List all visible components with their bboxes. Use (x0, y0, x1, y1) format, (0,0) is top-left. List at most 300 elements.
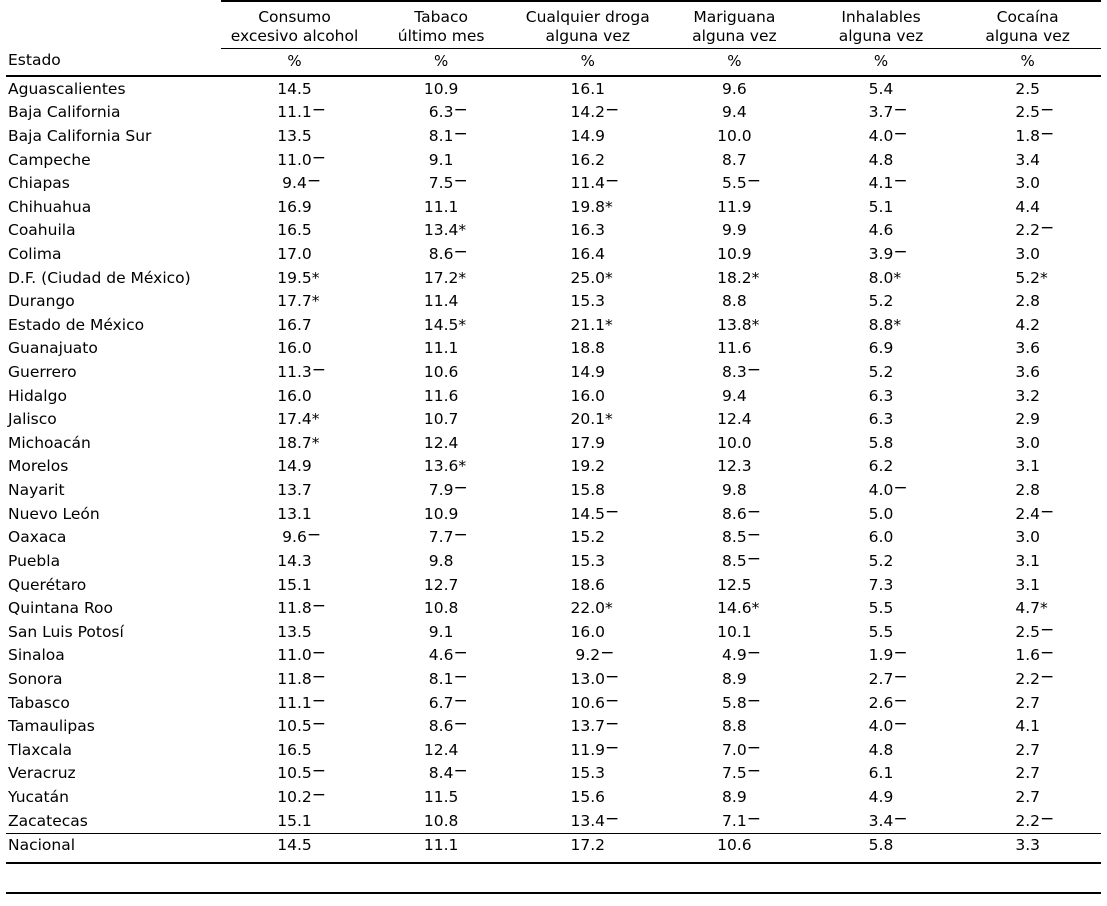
row-value-cell (808, 809, 955, 833)
row-value-cell (954, 124, 1101, 148)
row-value-cell (661, 313, 808, 337)
cell-value: 2.9 (1015, 410, 1040, 429)
header-line-2: alguna vez (692, 26, 777, 45)
table-row (6, 313, 1101, 337)
cell-value: 14.9 (570, 126, 605, 145)
significance-asterisk: * (605, 599, 613, 618)
cell-value: 5.2 (868, 551, 894, 570)
row-value-cell (661, 833, 808, 857)
row-value-cell (808, 361, 955, 385)
row-value-cell (954, 266, 1101, 290)
significance-dash: − (311, 666, 326, 687)
row-value-cell (661, 691, 808, 715)
row-value-cell (954, 219, 1101, 243)
cell-value: 10.9 (423, 79, 459, 98)
cell-value: 2.2 − (1015, 666, 1055, 688)
significance-dash: − (311, 359, 326, 380)
significance-dash: − (746, 643, 761, 664)
cell-value: 7.7 − (428, 525, 468, 547)
row-value-cell (221, 526, 368, 550)
significance-dash: − (311, 761, 326, 782)
cell-value: 8.5 − (722, 548, 761, 570)
row-state-name: Colima (8, 244, 62, 263)
row-state-name: Michoacán (8, 433, 91, 452)
cell-value: 2.5 (1015, 79, 1040, 98)
cell-value: 19.8 * (570, 197, 613, 216)
significance-dash: − (605, 100, 620, 121)
significance-dash: − (453, 241, 468, 262)
unit-cocaina: % (1020, 51, 1035, 70)
table-row (6, 195, 1101, 219)
significance-dash: − (893, 714, 908, 735)
cell-value: 12.7 (423, 575, 459, 594)
significance-dash: − (893, 666, 908, 687)
table-row (6, 384, 1101, 408)
header-line-1: Cocaína (996, 8, 1059, 26)
table-row (6, 833, 1101, 857)
significance-asterisk: * (1039, 599, 1048, 618)
row-value-cell (221, 313, 368, 337)
row-value-cell (661, 502, 808, 526)
cell-value: 13.6 * (423, 457, 467, 476)
significance-dash: − (453, 171, 468, 192)
cell-value: 11.6 (423, 386, 459, 405)
significance-dash: − (453, 525, 468, 546)
cell-value: 3.0 (1015, 174, 1040, 193)
cell-value: 3.0 (1015, 244, 1040, 263)
row-value-cell (661, 266, 808, 290)
cell-value: 8.9 (722, 788, 747, 806)
cell-value: 13.0 − (570, 666, 620, 688)
row-value-cell (221, 290, 368, 314)
row-value-cell (514, 124, 661, 148)
table-row (6, 172, 1101, 196)
row-value-cell (808, 479, 955, 503)
cell-value: 17.9 (570, 433, 605, 452)
table-row (6, 549, 1101, 573)
row-value-cell (514, 738, 661, 762)
row-value-cell (514, 408, 661, 432)
row-value-cell (221, 455, 368, 479)
unit-alcohol: % (287, 51, 302, 70)
cell-value: 3.9 − (868, 241, 908, 263)
table-row (6, 715, 1101, 739)
row-value-cell (221, 77, 368, 101)
cell-value: 11.1 (423, 339, 459, 358)
row-value-cell (954, 290, 1101, 314)
row-state-name: Nayarit (8, 481, 65, 500)
cell-value: 7.9 − (428, 478, 468, 500)
row-value-cell (368, 667, 515, 691)
cell-value: 10.9 (717, 244, 752, 263)
row-state-name: Tabasco (8, 693, 70, 712)
significance-asterisk: * (311, 268, 320, 287)
cell-value: 16.0 (277, 339, 312, 358)
cell-value: 3.7 − (868, 100, 908, 122)
row-value-cell (368, 148, 515, 172)
row-value-cell (368, 101, 515, 125)
row-value-cell (514, 715, 661, 739)
row-value-cell (514, 573, 661, 597)
cell-value: 4.6 (868, 221, 894, 240)
cell-value: 3.1 (1015, 575, 1040, 594)
significance-dash: − (1039, 619, 1055, 640)
row-value-cell (808, 738, 955, 762)
cell-value: 14.5 (277, 836, 312, 855)
row-value-cell (808, 337, 955, 361)
row-value-cell (661, 738, 808, 762)
cell-value: 14.5 (277, 79, 312, 98)
cell-value: 20.1 * (570, 410, 613, 429)
significance-dash: − (1039, 666, 1055, 687)
row-value-cell (661, 715, 808, 739)
row-value-cell (368, 549, 515, 573)
significance-dash: − (306, 525, 322, 546)
row-value-cell (954, 786, 1101, 810)
significance-asterisk: * (605, 410, 613, 429)
significance-asterisk: * (458, 315, 467, 334)
row-state-name: Baja California (8, 103, 121, 122)
cell-value: 4.9 (868, 788, 894, 806)
row-value-cell (514, 644, 661, 668)
cell-value: 3.1 (1015, 457, 1040, 476)
row-value-cell (808, 148, 955, 172)
row-value-cell (954, 101, 1101, 125)
row-value-cell (954, 431, 1101, 455)
cell-value: 6.3 (868, 410, 894, 429)
cell-value: 14.3 (277, 551, 312, 570)
cell-value: 15.3 (570, 764, 605, 783)
row-value-cell (221, 101, 368, 125)
row-value-cell (514, 172, 661, 196)
significance-dash: − (600, 643, 615, 664)
row-value-cell (221, 431, 368, 455)
row-value-cell (954, 502, 1101, 526)
row-state-name: Guerrero (8, 363, 77, 382)
row-value-cell (808, 219, 955, 243)
row-value-cell (368, 809, 515, 833)
row-value-cell (954, 809, 1101, 833)
significance-asterisk: * (751, 268, 760, 287)
row-value-cell (221, 833, 368, 857)
row-value-cell (954, 549, 1101, 573)
row-value-cell (514, 361, 661, 385)
cell-value: 15.1 (277, 575, 312, 594)
cell-value: 2.8 (1015, 292, 1040, 311)
row-value-cell (808, 786, 955, 810)
table-row (6, 290, 1101, 314)
cell-value: 14.2 − (570, 100, 620, 122)
row-state-name: Coahuila (8, 221, 76, 240)
row-value-cell (514, 431, 661, 455)
significance-dash: − (746, 548, 761, 569)
cell-value: 9.6 − (282, 525, 322, 547)
table-row (6, 455, 1101, 479)
significance-dash: − (893, 808, 908, 829)
cell-value: 13.4 − (570, 808, 620, 830)
cell-value: 4.9 − (722, 643, 761, 665)
table-bottom-rule-upper (6, 862, 1101, 864)
cell-value: 3.4 − (868, 808, 908, 830)
cell-value: 13.7 (277, 481, 312, 500)
row-value-cell (661, 408, 808, 432)
row-value-cell (221, 337, 368, 361)
significance-dash: − (311, 596, 326, 617)
row-value-cell (954, 479, 1101, 503)
unit-mariguana: % (727, 51, 742, 70)
significance-dash: − (453, 761, 468, 782)
cell-value: 8.1 − (428, 666, 468, 688)
cell-value: 4.1 − (868, 171, 908, 193)
significance-dash: − (605, 690, 620, 711)
row-value-cell (661, 242, 808, 266)
row-value-cell (514, 195, 661, 219)
row-value-cell (954, 526, 1101, 550)
cell-value: 12.4 (423, 740, 459, 759)
header-line-2: excesivo alcohol (230, 26, 359, 45)
row-state-name: Zacatecas (8, 811, 88, 830)
cell-value: 10.6 (717, 836, 752, 855)
row-value-cell (808, 195, 955, 219)
unit-inhalables: % (873, 51, 889, 70)
cell-value: 10.1 (717, 622, 752, 641)
row-state-name: San Luis Potosí (8, 622, 124, 641)
cell-value: 5.1 (868, 197, 894, 216)
row-value-cell (661, 620, 808, 644)
row-value-cell (954, 313, 1101, 337)
table-row (6, 573, 1101, 597)
cell-value: 11.0 − (277, 147, 326, 169)
significance-asterisk: * (751, 599, 760, 618)
cell-value: 3.6 (1015, 363, 1040, 382)
row-value-cell (368, 479, 515, 503)
row-value-cell (221, 573, 368, 597)
header-line-2: alguna vez (838, 26, 924, 45)
cell-value: 11.1 − (277, 100, 326, 122)
row-state-name: Campeche (8, 150, 91, 169)
row-value-cell (221, 172, 368, 196)
cell-value: 8.3 − (722, 359, 761, 382)
row-value-cell (514, 549, 661, 573)
cell-value: 3.0 (1015, 433, 1040, 452)
row-value-cell (368, 762, 515, 786)
cell-value: 8.9 (722, 669, 747, 688)
unit-tabaco: % (433, 51, 449, 70)
row-value-cell (954, 408, 1101, 432)
row-value-cell (661, 549, 808, 573)
significance-dash: − (311, 100, 326, 121)
significance-dash: − (746, 501, 761, 522)
cell-value: 10.8 (423, 599, 459, 618)
row-value-cell (808, 762, 955, 786)
header-line-1: Mariguana (693, 8, 776, 26)
row-value-cell (808, 313, 955, 337)
cell-value: 8.8 * (868, 315, 902, 334)
row-value-cell (808, 290, 955, 314)
cell-value: 12.4 (717, 410, 752, 429)
table-row (6, 266, 1101, 290)
row-value-cell (368, 77, 515, 101)
row-state-name: Durango (8, 292, 75, 311)
cell-value: 11.6 (717, 339, 752, 358)
table-row (6, 361, 1101, 385)
cell-value: 11.8 − (277, 596, 326, 618)
table-row (6, 431, 1101, 455)
row-value-cell (954, 172, 1101, 196)
cell-value: 6.9 (868, 339, 894, 358)
row-value-cell (808, 715, 955, 739)
significance-dash: − (1039, 643, 1055, 664)
significance-asterisk: * (458, 457, 467, 476)
row-value-cell (221, 667, 368, 691)
row-value-cell (514, 597, 661, 621)
cell-value: 9.4 (722, 386, 747, 405)
row-value-cell (368, 502, 515, 526)
row-value-cell (514, 77, 661, 101)
row-value-cell (954, 77, 1101, 101)
significance-asterisk: * (311, 410, 320, 429)
row-value-cell (661, 77, 808, 101)
cell-value: 7.0 − (722, 737, 761, 759)
row-value-cell (221, 479, 368, 503)
table-row (6, 101, 1101, 125)
row-value-cell (661, 667, 808, 691)
row-value-cell (368, 384, 515, 408)
row-value-cell (661, 384, 808, 408)
cell-value: 9.8 (722, 481, 747, 500)
cell-value: 6.1 (868, 764, 894, 783)
prevalence-table (6, 0, 1101, 857)
row-value-cell (221, 715, 368, 739)
row-value-cell (368, 597, 515, 621)
row-state-name: Sonora (8, 669, 63, 688)
cell-value: 21.1 * (570, 315, 613, 334)
row-value-cell (514, 219, 661, 243)
cell-value: 17.4 * (277, 410, 320, 429)
cell-value: 19.5 * (277, 268, 320, 287)
row-value-cell (221, 361, 368, 385)
cell-value: 2.5 − (1015, 619, 1055, 641)
row-value-cell (221, 644, 368, 668)
cell-value: 10.6 (423, 363, 459, 382)
cell-value: 15.6 (570, 788, 605, 806)
cell-value: 11.1 (423, 197, 459, 216)
row-state-name: Yucatán (8, 788, 69, 806)
cell-value: 10.0 (717, 433, 752, 452)
row-value-cell (661, 148, 808, 172)
row-value-cell (221, 762, 368, 786)
row-value-cell (954, 715, 1101, 739)
significance-dash: − (893, 690, 908, 711)
significance-dash: − (311, 714, 326, 735)
column-header-cualquier-droga (514, 1, 661, 48)
significance-dash: − (605, 501, 620, 522)
row-value-cell (661, 431, 808, 455)
row-state-name: Chihuahua (8, 197, 92, 216)
row-value-cell (368, 313, 515, 337)
cell-value: 4.8 (868, 150, 894, 169)
row-value-cell (954, 738, 1101, 762)
header-line-2: alguna vez (545, 26, 631, 45)
row-value-cell (808, 77, 955, 101)
significance-dash: − (1039, 808, 1055, 829)
row-value-cell (368, 361, 515, 385)
row-value-cell (514, 786, 661, 810)
row-value-cell (514, 148, 661, 172)
cell-value: 11.5 (423, 788, 459, 806)
significance-dash: − (453, 100, 468, 121)
row-value-cell (221, 195, 368, 219)
significance-dash: − (893, 123, 908, 144)
table-row (6, 77, 1101, 101)
row-value-cell (221, 620, 368, 644)
cell-value: 11.9 − (570, 737, 620, 759)
row-value-cell (368, 219, 515, 243)
row-value-cell (808, 573, 955, 597)
cell-value: 11.0 − (277, 643, 326, 665)
significance-asterisk: * (893, 315, 902, 334)
header-line-1: Cualquier droga (525, 8, 650, 26)
cell-value: 13.4 * (423, 221, 467, 240)
row-value-cell (368, 124, 515, 148)
cell-value: 12.5 (717, 575, 752, 594)
table-row (6, 644, 1101, 668)
row-state-name: Tlaxcala (8, 740, 72, 759)
cell-value: 9.1 (428, 150, 454, 169)
cell-value: 15.3 (570, 551, 605, 570)
cell-value: 1.9 − (868, 643, 908, 665)
table-row (6, 479, 1101, 503)
row-value-cell (514, 502, 661, 526)
cell-value: 12.3 (717, 457, 752, 476)
significance-dash: − (746, 761, 761, 782)
cell-value: 7.5 − (722, 761, 761, 783)
row-value-cell (954, 384, 1101, 408)
significance-dash: − (453, 478, 468, 499)
row-value-cell (954, 620, 1101, 644)
row-value-cell (368, 738, 515, 762)
cell-value: 8.8 (722, 717, 747, 736)
cell-value: 14.5 − (570, 501, 620, 523)
row-value-cell (514, 809, 661, 833)
row-state-name: Oaxaca (8, 528, 67, 547)
row-state-name: Veracruz (8, 764, 76, 783)
row-state-name: Aguascalientes (8, 79, 126, 98)
significance-dash: − (453, 690, 468, 711)
row-value-cell (954, 148, 1101, 172)
cell-value: 15.3 (570, 292, 605, 311)
row-value-cell (661, 644, 808, 668)
table-row (6, 337, 1101, 361)
row-value-cell (954, 573, 1101, 597)
header-line-1: Inhalables (841, 8, 921, 26)
row-value-cell (661, 786, 808, 810)
cell-value: 16.4 (570, 244, 605, 263)
row-value-cell (661, 219, 808, 243)
cell-value: 2.7 − (868, 666, 908, 688)
row-value-cell (954, 337, 1101, 361)
row-value-cell (661, 361, 808, 385)
cell-value: 5.2 (868, 363, 894, 382)
significance-dash: − (746, 690, 761, 711)
cell-value: 4.0 − (868, 123, 908, 145)
row-value-cell (808, 597, 955, 621)
row-state-name: Jalisco (8, 410, 57, 429)
cell-value: 5.5 (868, 622, 894, 641)
cell-value: 3.1 (1015, 551, 1040, 570)
cell-value: 6.3 (868, 386, 894, 405)
cell-value: 2.6 − (868, 690, 908, 712)
